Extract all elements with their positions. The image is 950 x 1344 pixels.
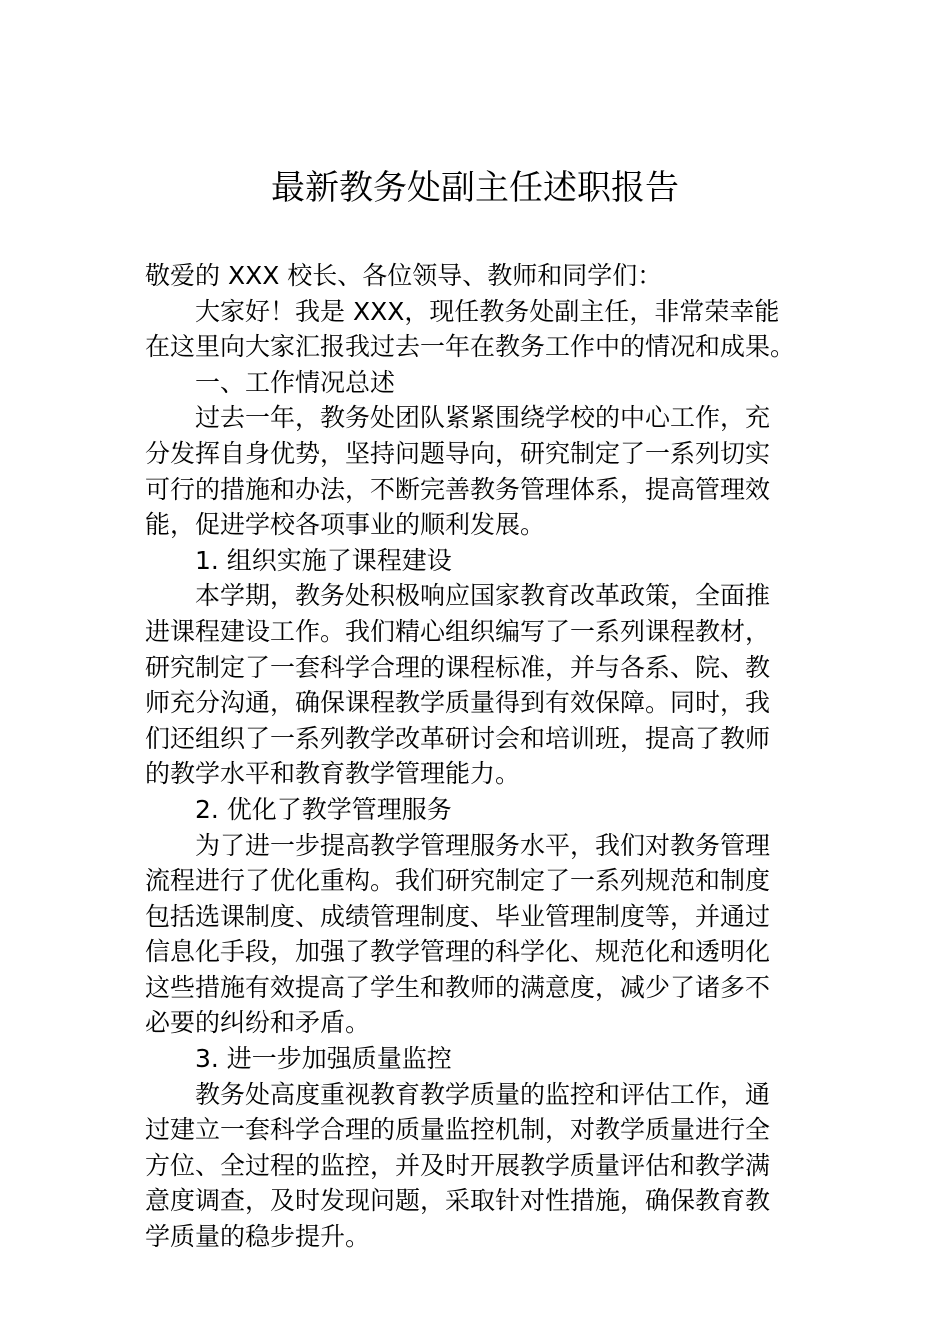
text-line: 为了进一步提高教学管理服务水平，我们对教务管理: [195, 830, 771, 860]
text-line: 信息化手段，加强了教学管理的科学化、规范化和透明化: [145, 937, 771, 967]
text-line: 包括选课制度、成绩管理制度、毕业管理制度等，并通过: [145, 901, 771, 931]
document-body: [145, 258, 810, 1255]
text-line: 过去一年，教务处团队紧紧围绕学校的中心工作，充: [195, 403, 771, 433]
text-line: 们还组织了一系列教学改革研讨会和培训班，提高了教师: [145, 723, 771, 753]
text-line: 的教学水平和教育教学管理能力。: [145, 759, 521, 789]
text-line: 敬爱的 XXX 校长、各位领导、教师和同学们：: [145, 261, 663, 290]
text-line: 一、工作情况总述: [195, 367, 396, 397]
text-line: 教务处高度重视教育教学质量的监控和评估工作，通: [195, 1079, 771, 1109]
text-line: 这些措施有效提高了学生和教师的满意度，减少了诸多不: [145, 972, 771, 1002]
text-line: 进课程建设工作。我们精心组织编写了一系列课程教材，: [145, 616, 771, 646]
text-line: 方位、全过程的监控，并及时开展教学质量评估和教学满: [145, 1150, 771, 1180]
text-line: 本学期，教务处积极响应国家教育改革政策，全面推: [195, 581, 771, 611]
text-line: 过建立一套科学合理的质量监控机制，对教学质量进行全: [145, 1115, 771, 1145]
document-title: 最新教务处副主任述职报告: [271, 168, 679, 208]
text-line: 分发挥自身优势，坚持问题导向，研究制定了一系列切实: [145, 438, 771, 468]
text-line: 1. 组织实施了课程建设: [195, 545, 452, 575]
text-line: 意度调查，及时发现问题，采取针对性措施，确保教育教: [145, 1186, 771, 1216]
text-line: 可行的措施和办法，不断完善教务管理体系，提高管理效: [145, 474, 771, 504]
text-line: 必要的纠纷和矛盾。: [145, 1008, 371, 1038]
text-line: 师充分沟通，确保课程教学质量得到有效保障。同时，我: [145, 688, 771, 718]
text-line: 能，促进学校各项事业的顺利发展。: [145, 510, 546, 540]
text-line: 流程进行了优化重构。我们研究制定了一系列规范和制度: [145, 866, 771, 896]
text-line: 3. 进一步加强质量监控: [195, 1044, 452, 1074]
text-line: 2. 优化了教学管理服务: [195, 794, 452, 824]
text-line: 研究制定了一套科学合理的课程标准，并与各系、院、教: [145, 652, 771, 682]
text-line: 在这里向大家汇报我过去一年在教务工作中的情况和成果。: [145, 332, 796, 362]
text-line: 大家好！我是 XXX，现任教务处副主任，非常荣幸能: [195, 296, 780, 326]
text-line: 学质量的稳步提升。: [145, 1222, 371, 1252]
